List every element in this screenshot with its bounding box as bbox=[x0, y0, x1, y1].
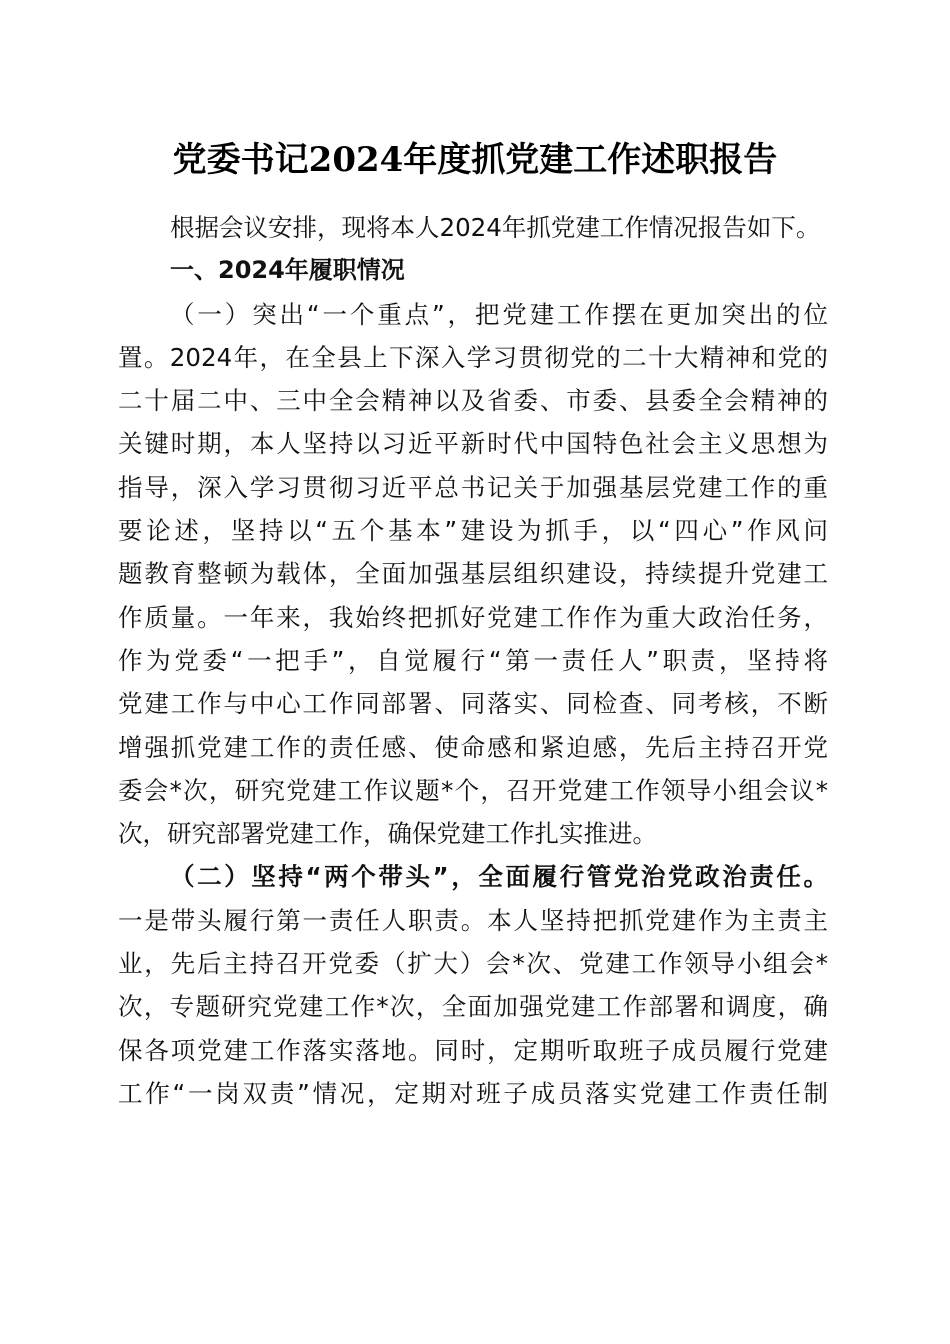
subsection-2-heading-line: （二）坚持“两个带头”，全面履行管党治党政治责任。 bbox=[170, 862, 828, 892]
subsection-2-line: 保各项党建工作落实落地。同时，定期听取班子成员履行党建 bbox=[118, 1035, 828, 1065]
subsection-1-line: 题教育整顿为载体，全面加强基层组织建设，持续提升党建工 bbox=[118, 559, 828, 589]
subsection-1-line: （一）突出“一个重点”，把党建工作摆在更加突出的位 bbox=[170, 299, 828, 329]
subsection-1-line: 党建工作与中心工作同部署、同落实、同检查、同考核，不断 bbox=[118, 689, 828, 719]
subsection-2-line: 次，专题研究党建工作*次，全面加强党建工作部署和调度，确 bbox=[118, 992, 828, 1022]
subsection-1-line: 委会*次，研究党建工作议题*个，召开党建工作领导小组会议* bbox=[118, 775, 828, 805]
subsection-1-line: 次，研究部署党建工作，确保党建工作扎实推进。 bbox=[118, 819, 657, 849]
intro-paragraph: 根据会议安排，现将本人2024年抓党建工作情况报告如下。 bbox=[170, 213, 821, 242]
subsection-1-line: 指导，深入学习贯彻习近平总书记关于加强基层党建工作的重 bbox=[118, 472, 828, 502]
subsection-1-line: 作为党委“一把手”，自觉履行“第一责任人”职责，坚持将 bbox=[118, 645, 828, 675]
document-title: 党委书记2024年度抓党建工作述职报告 bbox=[172, 140, 778, 180]
subsection-1-line: 作质量。一年来，我始终把抓好党建工作作为重大政治任务， bbox=[118, 602, 828, 632]
subsection-1-line: 关键时期，本人坚持以习近平新时代中国特色社会主义思想为 bbox=[118, 429, 828, 459]
subsection-2-line: 工作“一岗双责”情况，定期对班子成员落实党建工作责任制 bbox=[118, 1078, 828, 1108]
subsection-2-line: 业，先后主持召开党委（扩大）会*次、党建工作领导小组会* bbox=[118, 949, 828, 979]
subsection-1-line: 增强抓党建工作的责任感、使命感和紧迫感，先后主持召开党 bbox=[118, 732, 828, 762]
subsection-1-line: 二十届二中、三中全会精神以及省委、市委、县委全会精神的 bbox=[118, 386, 828, 416]
section-heading-1: 一、2024年履职情况 bbox=[170, 256, 405, 285]
subsection-1-line: 要论述，坚持以“五个基本”建设为抓手，以“四心”作风问 bbox=[118, 516, 828, 546]
subsection-1-line: 置。2024年，在全县上下深入学习贯彻党的二十大精神和党的 bbox=[118, 342, 828, 372]
subsection-2-line: 一是带头履行第一责任人职责。本人坚持把抓党建作为主责主 bbox=[118, 905, 828, 935]
document-body bbox=[118, 206, 828, 1115]
